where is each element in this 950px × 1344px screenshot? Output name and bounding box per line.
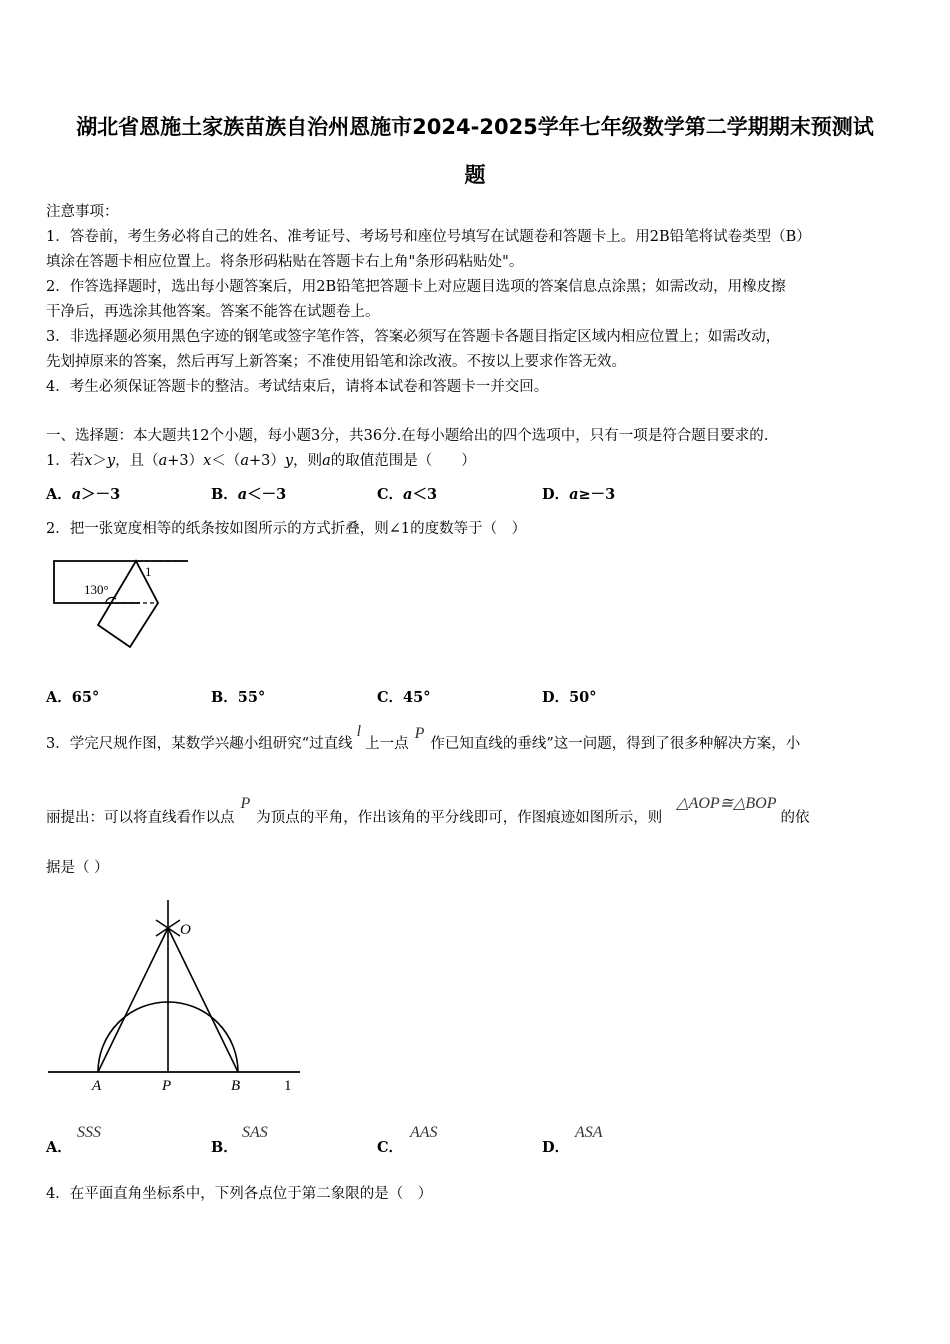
point-p-label: P (162, 1078, 172, 1094)
var-y: y (284, 453, 294, 469)
segment-bo (168, 928, 238, 1072)
q2-option-c (377, 688, 430, 708)
q2-option-a (46, 688, 99, 708)
option-value: ≥－3 (578, 486, 616, 503)
var-p: P (414, 725, 425, 742)
q2-option-d (542, 688, 597, 708)
option-var: a (71, 486, 82, 503)
option-value: 50° (569, 689, 597, 706)
q3-text: 3．学完尺规作图，某数学兴趣小组研究“过直线 (46, 736, 353, 752)
option-var: a (569, 486, 579, 503)
var-p: P (240, 795, 251, 812)
q1-option-d (542, 485, 615, 505)
q3-option-a-value: SSS (77, 1124, 101, 1141)
q1-text: ＞ (92, 453, 107, 469)
option-label: B． (211, 1139, 238, 1156)
q3-option-c-value: AAS (410, 1124, 438, 1141)
question-4: 4．在平面直角坐标系中，下列各点位于第二象限的是（ ） (46, 1186, 433, 1202)
point-a-label: A (92, 1078, 102, 1094)
notice-line: 2．作答选择题时，选出每小题答案后，用2B铅笔把答题卡上对应题目选项的答案信息点涂黑；如需改动，用橡皮擦 (46, 279, 786, 295)
congruence-formula: △AOP≅△BOP (676, 795, 777, 812)
q3-option-c (377, 1138, 403, 1158)
option-var: a (237, 486, 248, 503)
q3-text: 作已知直线的垂线”这一问题，得到了很多种解决方案，小 (430, 736, 801, 752)
question-number: 1． (46, 453, 70, 469)
q3-option-a (46, 1138, 72, 1158)
segment-ao (98, 928, 168, 1072)
q1-option-a (46, 485, 120, 505)
angle-1-label: 1 (145, 564, 152, 579)
option-value: 55° (237, 689, 266, 706)
var-a: a (240, 453, 249, 469)
q1-text: ，则 (293, 453, 323, 469)
q3-text: 的依 (780, 810, 810, 826)
var-x: x (84, 453, 93, 469)
q3-option-b-value: SAS (242, 1124, 268, 1141)
var-a: a (158, 453, 168, 469)
folded-strip-figure (46, 552, 196, 656)
option-label: B． (211, 486, 238, 503)
q2-option-b (211, 688, 265, 708)
option-label: A． (46, 689, 72, 706)
section-heading: 一、选择题：本大题共12个小题，每小题3分，共36分.在每小题给出的四个选项中，只有一项是符合题目要求的. (46, 428, 769, 444)
point-o-label: O (180, 922, 191, 938)
q1-text: ，且（ (115, 453, 159, 469)
option-label: B． (211, 689, 238, 706)
point-b-label: B (231, 1078, 241, 1094)
question-3-line-1 (46, 723, 801, 754)
option-label: C． (377, 1139, 404, 1156)
q1-text: 的取值范围是（ ） (330, 453, 476, 469)
question-3-line-3: 据是（ ） (46, 860, 109, 876)
q1-text: 若 (69, 453, 85, 469)
strip-outline (54, 561, 188, 603)
notice-line: 先划掉原来的答案，然后再写上新答案；不准使用铅笔和涂改液。不按以上要求作答无效。 (46, 354, 626, 370)
notice-line: 干净后，再选涂其他答案。答案不能答在试题卷上。 (46, 304, 380, 320)
notice-line: 3．非选择题必须用黑色字迹的钢笔或签字笔作答，答案必须写在答题卡各题目指定区域内相应位置上；如需改动， (46, 329, 781, 345)
option-value: ＜－3 (247, 486, 287, 503)
question-2: 2．把一张宽度相等的纸条按如图所示的方式折叠，则∠1的度数等于（ ） (46, 521, 527, 537)
option-value: 65° (71, 689, 100, 706)
notice-line: 4．考生必须保证答题卡的整洁。考试结束后，请将本试卷和答题卡一并交回。 (46, 379, 549, 395)
q1-option-b (211, 485, 286, 505)
option-label: A． (46, 1139, 72, 1156)
var-a: a (322, 453, 331, 469)
option-label: D． (542, 1139, 570, 1156)
option-value: ＜3 (412, 486, 438, 503)
option-label: D． (542, 486, 570, 503)
page-title: 湖北省恩施土家族苗族自治州恩施市2024-2025学年七年级数学第二学期期末预测试 (76, 115, 874, 139)
q3-text: 上一点 (365, 736, 409, 752)
question-3-line-2 (46, 795, 810, 828)
var-y: y (106, 453, 116, 469)
option-label: A． (46, 486, 72, 503)
q1-text: +3） (249, 453, 285, 469)
line-l-label: 1 (284, 1078, 292, 1094)
question-1 (46, 451, 476, 471)
q3-text: 丽提出：可以将直线看作以点 (46, 810, 235, 826)
q3-option-b (211, 1138, 238, 1158)
option-label: D． (542, 689, 570, 706)
option-value: 45° (403, 689, 431, 706)
notice-line: 填涂在答题卡相应位置上。将条形码粘贴在答题卡右上角"条形码粘贴处"。 (46, 254, 524, 270)
q1-text: +3） (167, 453, 204, 469)
option-label: C． (377, 689, 404, 706)
var-x: x (203, 453, 212, 469)
option-value: ＞－3 (81, 486, 121, 503)
option-label: C． (377, 486, 404, 503)
perpendicular-construction-figure (46, 892, 308, 1100)
angle-130-label: 130° (84, 582, 109, 597)
page-title-continued: 题 (464, 163, 486, 187)
q3-option-d-value: ASA (575, 1124, 603, 1141)
q3-text: 为顶点的平角，作出该角的平分线即可，作图痕迹如图所示，则 (256, 810, 663, 826)
q1-text: ＜（ (211, 453, 241, 469)
option-var: a (403, 486, 413, 503)
q3-option-d (542, 1138, 569, 1158)
q1-option-c (377, 485, 437, 505)
notice-line: 1．答卷前，考生务必将自己的姓名、准考证号、考场号和座位号填写在试题卷和答题卡上。用2B铅笔将试卷类型（B） (46, 229, 811, 245)
notice-heading: 注意事项： (46, 204, 119, 220)
var-l: l (356, 723, 362, 740)
